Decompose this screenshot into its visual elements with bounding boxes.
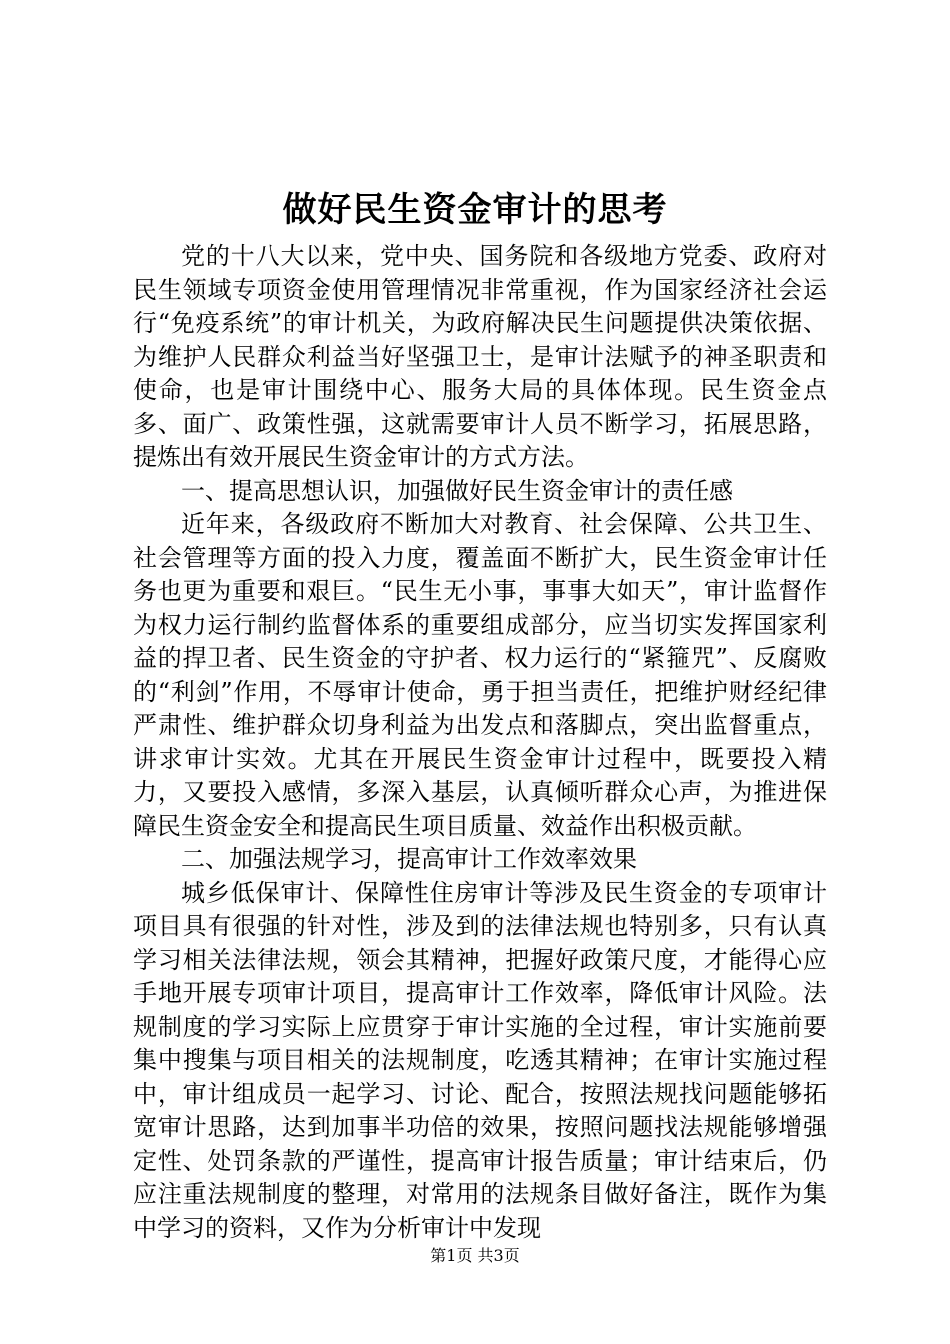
document-title: 做好民生资金审计的思考 [282, 190, 668, 230]
document-body [133, 240, 827, 1245]
paragraph-section-2: 城乡低保审计、保障性住房审计等涉及民生资金的专项审计项目具有很强的针对性，涉及到的法律法规也特别多，只有认真学习相关法律法规，领会其精神，把握好政策尺度，才能得心应手地开展专项审计项目，提高审计工作效率，降低审计风险。法规制度的学习实际上应贯穿于审计实施的全过程，审计实施前要集中搜集与项目相关的法规制度，吃透其精神；在审计实施过程中，审计组成员一起学习、讨论、配合，按照法规找问题能够拓宽审计思路，达到加事半功倍的效果，按照问题找法规能够增强定性、处罚条款的严谨性，提高审计报告质量；审计结束后，仍应注重法规制度的整理，对常用的法规条目做好备注，既作为集中学习的资料，又作为分析审计中发现 [133, 878, 827, 1242]
section-heading-2: 二、加强法规学习，提高审计工作效率效果 [181, 845, 637, 873]
paragraph-section-1: 近年来，各级政府不断加大对教育、社会保障、公共卫生、社会管理等方面的投入力度，覆盖面不断扩大，民生资金审计任务也更为重要和艰巨。“民生无小事，事事大如天”，审计监督作为权力运行制约监督体系的重要组成部分，应当切实发挥国家利益的捍卫者、民生资金的守护者、权力运行的“紧箍咒”、反腐败的“利剑”作用，不辱审计使命，勇于担当责任，把维护财经纪律严肃性、维护群众切身利益为出发点和落脚点，突出监督重点，讲求审计实效。尤其在开展民生资金审计过程中，既要投入精力，又要投入感情，多深入基层，认真倾听群众心声，为推进保障民生资金安全和提高民生项目质量、效益作出积极贡献。 [133, 510, 827, 840]
page-footer: 第1页 共3页 [430, 1246, 520, 1265]
paragraph-intro: 党的十八大以来，党中央、国务院和各级地方党委、政府对民生领域专项资金使用管理情况非常重视，作为国家经济社会运行“免疫系统”的审计机关，为政府解决民生问题提供决策依据、为维护人民群众利益当好坚强卫士，是审计法赋予的神圣职责和使命，也是审计围绕中心、服务大局的具体体现。民生资金点多、面广、政策性强，这就需要审计人员不断学习，拓展思路，提炼出有效开展民生资金审计的方式方法。 [133, 242, 827, 471]
section-heading-1: 一、提高思想认识，加强做好民生资金审计的责任感 [181, 476, 733, 505]
